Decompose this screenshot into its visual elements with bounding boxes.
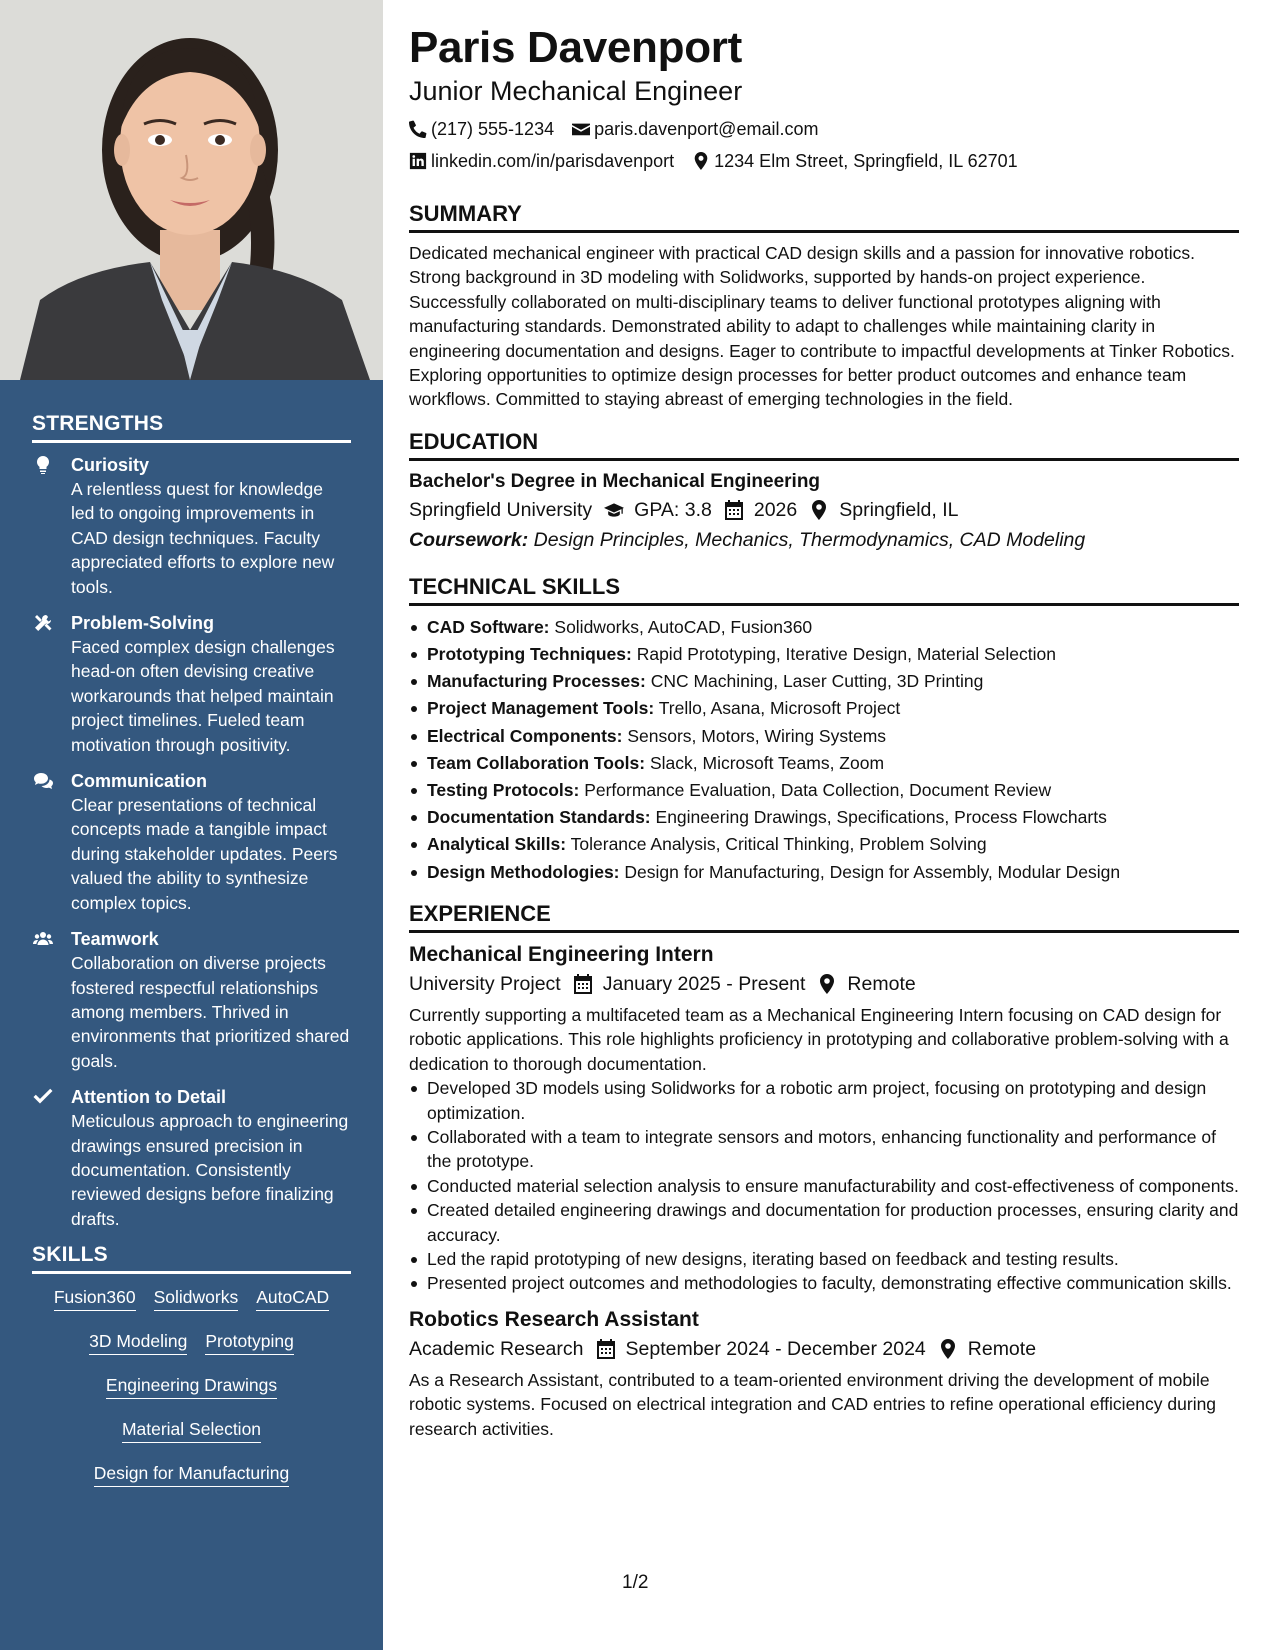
strength-desc: Faced complex design challenges head-on often devising creative workarounds that helped maintain project timelines. Fueled team motivation through positivity. <box>71 637 335 755</box>
list-item: Documentation Standards: Engineering Drawings, Specifications, Process Flowcharts <box>409 804 1239 831</box>
list-item: Electrical Components: Sensors, Motors, Wiring Systems <box>409 723 1239 750</box>
sidebar <box>0 0 383 1650</box>
job-meta <box>409 1334 1239 1364</box>
calendar-icon <box>573 974 593 994</box>
school-name: Springfield University <box>409 498 593 521</box>
education-section <box>409 428 1239 555</box>
strength-desc: A relentless quest for knowledge led to ongoing improvements in CAD design techniques. Faculty appreciated efforts to explore new tools. <box>71 479 335 597</box>
tools-icon <box>33 613 53 633</box>
list-item: Analytical Skills: Tolerance Analysis, Critical Thinking, Problem Solving <box>409 831 1239 858</box>
degree-title: Bachelor's Degree in Mechanical Engineering <box>409 470 821 492</box>
strength-item <box>32 453 351 599</box>
section-title: SUMMARY <box>409 200 1239 233</box>
skill-tag: Engineering Drawings <box>106 1374 277 1399</box>
list-item: Created detailed engineering drawings and documentation for production processes, ensuring clarity and accuracy. <box>409 1198 1239 1247</box>
list-item: Manufacturing Processes: CNC Machining, Laser Cutting, 3D Printing <box>409 668 1239 695</box>
skill-tag: Material Selection <box>122 1418 261 1443</box>
coursework-list: Design Principles, Mechanics, Thermodynamics, CAD Modeling <box>533 528 1086 551</box>
list-item: Project Management Tools: Trello, Asana, Microsoft Project <box>409 695 1239 722</box>
skill-tag: Design for Manufacturing <box>94 1462 290 1487</box>
strength-desc: Meticulous approach to engineering drawings ensured precision in documentation. Consistently reviewed designs before finalizing drafts. <box>71 1111 349 1229</box>
job-location: Remote <box>967 1337 1037 1360</box>
skill-tag: Fusion360 <box>54 1286 136 1311</box>
skill-tag: 3D Modeling <box>89 1330 187 1355</box>
strength-item <box>32 769 351 915</box>
list-item: CAD Software: Solidworks, AutoCAD, Fusion360 <box>409 614 1239 641</box>
strength-item <box>32 611 351 757</box>
contact-line-2 <box>409 150 1239 172</box>
check-icon <box>33 1087 53 1107</box>
section-title: TECHNICAL SKILLS <box>409 573 1239 606</box>
calendar-icon <box>596 1339 616 1359</box>
strength-title: Problem-Solving <box>71 613 215 634</box>
calendar-icon <box>724 500 744 520</box>
phone-text[interactable]: (217) 555-1234 <box>431 119 555 139</box>
list-item: Conducted material selection analysis to ensure manufacturability and cost-effectiveness of components. <box>409 1174 1239 1198</box>
users-icon <box>33 929 53 949</box>
page-number: 1/2 <box>622 1572 649 1593</box>
strength-title: Teamwork <box>71 929 159 950</box>
experience-section <box>409 900 1239 1441</box>
job-location: Remote <box>847 972 916 995</box>
gpa-text: GPA: 3.8 <box>634 498 712 521</box>
section-title: EXPERIENCE <box>409 900 1239 933</box>
job-description: Currently supporting a multifaceted team as a Mechanical Engineering Intern focusing on CAD design for robotic applications. This role highlights proficiency in prototyping and collaborative problem-solving with a dedication to thorough documentation. <box>409 1004 1229 1074</box>
skills-heading: SKILLS <box>32 1243 351 1274</box>
comments-icon <box>33 771 53 791</box>
candidate-name: Paris Davenport <box>409 23 742 72</box>
list-item: Presented project outcomes and methodologies to faculty, demonstrating effective communication skills. <box>409 1271 1239 1295</box>
skill-tags <box>32 1286 351 1487</box>
strength-desc: Clear presentations of technical concepts made a tangible impact during stakeholder updates. Peers valued the ability to synthesize complex topics. <box>71 795 338 913</box>
technical-skills-list <box>409 614 1239 886</box>
job-dates: January 2025 - Present <box>602 972 806 995</box>
summary-text: Dedicated mechanical engineer with practical CAD design skills and a passion for innovative robotics. Strong background in 3D modeling with Solidworks, supported by hands-on project experience. Successfully collaborated on multi-disciplinary teams to deliver functional prototypes aligning with manufacturing standards. Demonstrated ability to adapt to challenges while maintaining clarity in engineering documentation and designs. Eager to contribute to impactful developments at Tinker Robotics. Exploring opportunities to optimize design processes for better product outcomes and enhance team workflows. Committed to staying abreast of emerging technologies in the field. <box>409 243 1235 410</box>
strength-item <box>32 927 351 1073</box>
section-title: EDUCATION <box>409 428 1239 461</box>
job-org: University Project <box>409 972 561 995</box>
strength-title: Communication <box>71 771 208 792</box>
linkedin-icon <box>409 152 427 170</box>
list-item: Prototyping Techniques: Rapid Prototyping, Iterative Design, Material Selection <box>409 641 1239 668</box>
skill-tag: Prototyping <box>205 1330 294 1355</box>
job-dates: September 2024 - December 2024 <box>625 1337 926 1360</box>
job-title: Robotics Research Assistant <box>409 1307 699 1331</box>
job-description: As a Research Assistant, contributed to a team-oriented environment driving the development of mobile robotic systems. Focused on electrical integration and CAD entries to refine operational efficiency during research activities. <box>409 1369 1217 1439</box>
lightbulb-icon <box>33 455 53 475</box>
contact-line-1 <box>409 118 1239 140</box>
email-icon <box>572 120 590 138</box>
list-item: Testing Protocols: Performance Evaluation, Data Collection, Document Review <box>409 777 1239 804</box>
address-text: 1234 Elm Street, Springfield, IL 62701 <box>714 151 1018 171</box>
location-icon <box>809 500 829 520</box>
list-item: Led the rapid prototyping of new designs, iterating based on feedback and testing results. <box>409 1247 1239 1271</box>
strength-title: Curiosity <box>71 455 150 475</box>
sidebar-content <box>32 412 351 1506</box>
school-location: Springfield, IL <box>839 498 959 521</box>
coursework-line <box>409 525 1239 555</box>
job-title: Mechanical Engineering Intern <box>409 942 714 966</box>
linkedin-link[interactable]: linkedin.com/in/parisdavenport <box>431 151 675 171</box>
strengths-heading: STRENGTHS <box>32 412 351 443</box>
location-icon <box>692 152 710 170</box>
phone-icon <box>409 120 427 138</box>
graduation-cap-icon <box>604 500 624 520</box>
location-icon <box>817 974 837 994</box>
email-link[interactable]: paris.davenport@email.com <box>594 119 819 139</box>
main-content <box>409 22 1239 1441</box>
list-item: Developed 3D models using Solidworks for a robotic arm project, focusing on prototyping and design optimization. <box>409 1076 1239 1125</box>
list-item: Design Methodologies: Design for Manufacturing, Design for Assembly, Modular Design <box>409 859 1239 886</box>
skill-tag: Solidworks <box>154 1286 239 1311</box>
graduation-year: 2026 <box>753 498 798 521</box>
education-meta <box>409 495 1239 525</box>
coursework-label: Coursework: <box>409 528 529 551</box>
skill-tag: AutoCAD <box>256 1286 329 1311</box>
job-meta <box>409 969 1239 999</box>
profile-photo <box>0 0 383 380</box>
strength-item <box>32 1085 351 1231</box>
list-item: Team Collaboration Tools: Slack, Microsoft Teams, Zoom <box>409 750 1239 777</box>
job-bullets <box>409 1076 1239 1296</box>
list-item: Collaborated with a team to integrate sensors and motors, enhancing functionality and performance of the prototype. <box>409 1125 1239 1174</box>
candidate-role: Junior Mechanical Engineer <box>409 76 743 106</box>
job-org: Academic Research <box>409 1337 584 1360</box>
summary-section <box>409 200 1239 412</box>
technical-skills-section <box>409 573 1239 886</box>
strength-title: Attention to Detail <box>71 1087 226 1108</box>
location-icon <box>938 1339 958 1359</box>
strength-desc: Collaboration on diverse projects fostered respectful relationships among members. Thrived in environments that prioritized shared goals. <box>71 953 350 1071</box>
